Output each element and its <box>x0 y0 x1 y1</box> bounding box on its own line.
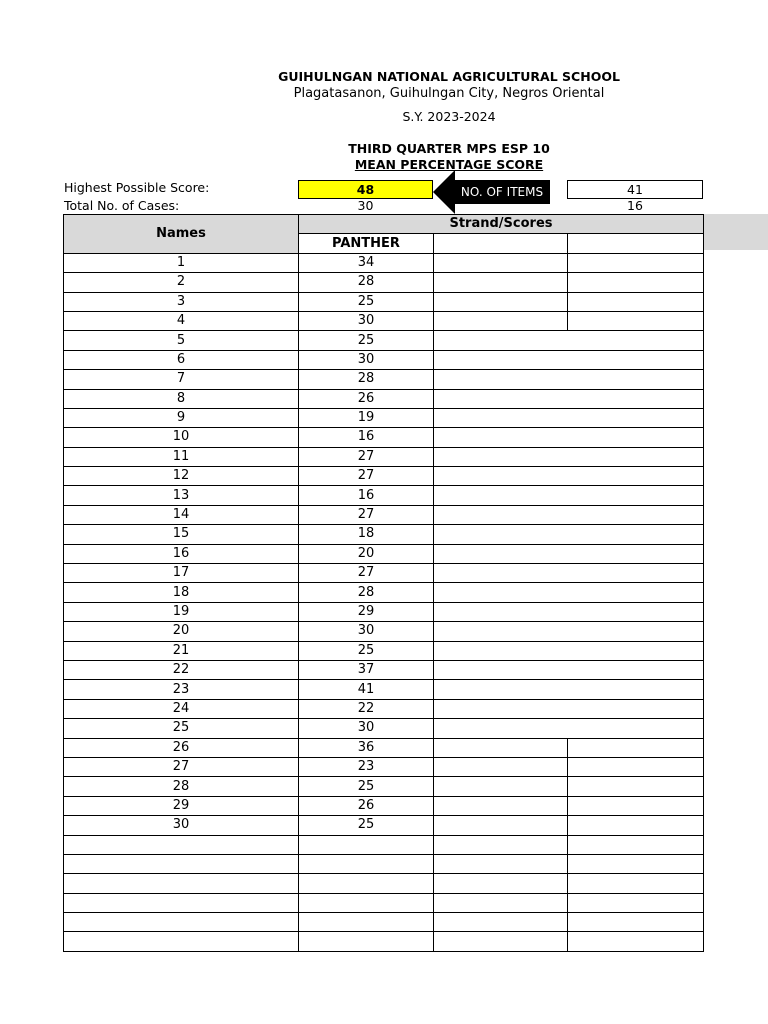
strand-cell[interactable] <box>434 719 568 738</box>
strand-cell[interactable] <box>434 816 568 835</box>
name-cell[interactable]: 17 <box>64 564 299 583</box>
name-cell[interactable]: 18 <box>64 583 299 602</box>
table-header-row <box>64 215 704 234</box>
strand-cell[interactable] <box>434 913 568 932</box>
table-row <box>64 777 704 796</box>
strand-cell[interactable] <box>568 893 704 912</box>
table-row <box>64 253 704 272</box>
table-row <box>64 273 704 292</box>
name-cell[interactable]: 8 <box>64 389 299 408</box>
name-cell[interactable]: 23 <box>64 680 299 699</box>
strand-cell[interactable] <box>568 292 704 311</box>
name-cell[interactable] <box>64 913 299 932</box>
score-cell[interactable]: 34 <box>299 253 434 272</box>
strand-scores-header: Strand/Scores <box>299 215 704 234</box>
table-row <box>64 350 704 369</box>
score-cell[interactable]: 25 <box>299 777 434 796</box>
name-cell[interactable]: 22 <box>64 660 299 679</box>
score-cell[interactable] <box>299 932 434 951</box>
strand-cell[interactable] <box>434 835 568 854</box>
table-row <box>64 467 704 486</box>
items-value-secondary[interactable]: 16 <box>627 198 643 213</box>
strand-cell[interactable] <box>568 738 704 757</box>
name-cell[interactable]: 14 <box>64 505 299 524</box>
strand-cell[interactable] <box>568 835 704 854</box>
table-row <box>64 757 704 776</box>
strand-cell[interactable] <box>568 874 704 893</box>
strand-cell[interactable] <box>434 253 568 272</box>
section-header: PANTHER <box>299 234 434 253</box>
score-cell[interactable]: 27 <box>299 467 434 486</box>
name-cell[interactable]: 6 <box>64 350 299 369</box>
score-cell[interactable] <box>299 913 434 932</box>
strand-cell[interactable] <box>434 699 568 718</box>
strand-cell[interactable] <box>434 660 568 679</box>
table-row <box>64 389 704 408</box>
strand-cell[interactable] <box>434 757 568 776</box>
strand-cell[interactable] <box>434 564 568 583</box>
strand-cell[interactable] <box>434 525 568 544</box>
strand-cell[interactable] <box>434 544 568 563</box>
strand-cell[interactable] <box>568 699 704 718</box>
strand-cell[interactable] <box>434 311 568 330</box>
strand-cell[interactable] <box>568 486 704 505</box>
strand-cell[interactable] <box>434 893 568 912</box>
score-cell[interactable]: 28 <box>299 583 434 602</box>
empty-strand-header <box>434 234 568 253</box>
strand-cell[interactable] <box>568 583 704 602</box>
strand-cell[interactable] <box>568 564 704 583</box>
table-row <box>64 544 704 563</box>
score-cell[interactable] <box>299 874 434 893</box>
score-cell[interactable]: 37 <box>299 660 434 679</box>
name-cell[interactable]: 9 <box>64 408 299 427</box>
score-cell[interactable]: 29 <box>299 602 434 621</box>
strand-cell[interactable] <box>568 719 704 738</box>
strand-cell[interactable] <box>434 273 568 292</box>
strand-cell[interactable] <box>568 525 704 544</box>
name-cell[interactable]: 12 <box>64 467 299 486</box>
score-cell[interactable]: 26 <box>299 389 434 408</box>
score-cell[interactable]: 18 <box>299 525 434 544</box>
score-cell[interactable]: 20 <box>299 544 434 563</box>
name-cell[interactable]: 10 <box>64 428 299 447</box>
score-cell[interactable]: 27 <box>299 564 434 583</box>
table-row <box>64 680 704 699</box>
strand-cell[interactable] <box>434 622 568 641</box>
score-table <box>63 214 704 952</box>
table-row <box>64 505 704 524</box>
name-cell[interactable]: 25 <box>64 719 299 738</box>
table-row <box>64 893 704 912</box>
table-row <box>64 408 704 427</box>
strand-cell[interactable] <box>568 544 704 563</box>
score-cell[interactable]: 25 <box>299 816 434 835</box>
name-cell[interactable]: 5 <box>64 331 299 350</box>
score-cell[interactable]: 26 <box>299 796 434 815</box>
strand-cell[interactable] <box>568 428 704 447</box>
score-cell[interactable] <box>299 835 434 854</box>
table-row <box>64 622 704 641</box>
table-row <box>64 932 704 951</box>
strand-cell[interactable] <box>434 796 568 815</box>
score-cell[interactable]: 16 <box>299 486 434 505</box>
strand-cell[interactable] <box>434 292 568 311</box>
name-cell[interactable] <box>64 835 299 854</box>
name-cell[interactable]: 29 <box>64 796 299 815</box>
strand-cell[interactable] <box>434 447 568 466</box>
table-row <box>64 292 704 311</box>
score-cell[interactable]: 16 <box>299 428 434 447</box>
strand-cell[interactable] <box>568 932 704 951</box>
strand-cell[interactable] <box>568 370 704 389</box>
highest-score-value[interactable]: 48 <box>298 180 433 199</box>
strand-cell[interactable] <box>434 389 568 408</box>
strand-cell[interactable] <box>568 622 704 641</box>
strand-cell[interactable] <box>568 447 704 466</box>
name-cell[interactable]: 15 <box>64 525 299 544</box>
strand-cell[interactable] <box>434 505 568 524</box>
table-row <box>64 816 704 835</box>
strand-cell[interactable] <box>568 777 704 796</box>
strand-cell[interactable] <box>568 854 704 873</box>
table-row <box>64 486 704 505</box>
score-cell[interactable]: 30 <box>299 311 434 330</box>
strand-cell[interactable] <box>434 932 568 951</box>
score-cell[interactable]: 19 <box>299 408 434 427</box>
highest-score-label: Highest Possible Score: <box>64 180 210 195</box>
school-address: Plagatasanon, Guihulngan City, Negros Oriental <box>293 86 605 101</box>
strand-cell[interactable] <box>568 816 704 835</box>
name-cell[interactable]: 3 <box>64 292 299 311</box>
score-cell[interactable]: 22 <box>299 699 434 718</box>
strand-cell[interactable] <box>434 350 568 369</box>
strand-cell[interactable] <box>568 757 704 776</box>
score-cell[interactable]: 28 <box>299 273 434 292</box>
name-cell[interactable]: 4 <box>64 311 299 330</box>
strand-cell[interactable] <box>568 331 704 350</box>
table-row <box>64 796 704 815</box>
table-row <box>64 660 704 679</box>
strand-cell[interactable] <box>434 583 568 602</box>
school-year: S.Y. 2023-2024 <box>402 109 496 124</box>
score-cell[interactable]: 41 <box>299 680 434 699</box>
names-header: Names <box>64 215 299 254</box>
report-subtitle: MEAN PERCENTAGE SCORE <box>354 157 544 172</box>
table-row <box>64 311 704 330</box>
score-cell[interactable]: 28 <box>299 370 434 389</box>
strand-cell[interactable] <box>568 408 704 427</box>
table-row <box>64 602 704 621</box>
name-cell[interactable]: 1 <box>64 253 299 272</box>
strand-cell[interactable] <box>568 641 704 660</box>
name-cell[interactable]: 26 <box>64 738 299 757</box>
score-cell[interactable]: 25 <box>299 292 434 311</box>
table-row <box>64 428 704 447</box>
name-cell[interactable] <box>64 893 299 912</box>
table-row <box>64 835 704 854</box>
strand-cell[interactable] <box>434 680 568 699</box>
name-cell[interactable]: 24 <box>64 699 299 718</box>
strand-cell[interactable] <box>568 602 704 621</box>
items-callout-label: NO. OF ITEMS <box>460 185 544 199</box>
score-cell[interactable] <box>299 893 434 912</box>
table-row <box>64 447 704 466</box>
name-cell[interactable]: 16 <box>64 544 299 563</box>
score-cell[interactable]: 36 <box>299 738 434 757</box>
strand-cell[interactable] <box>434 331 568 350</box>
report-title: THIRD QUARTER MPS ESP 10 <box>348 141 550 156</box>
name-cell[interactable]: 11 <box>64 447 299 466</box>
table-row <box>64 913 704 932</box>
name-cell[interactable]: 28 <box>64 777 299 796</box>
strand-cell[interactable] <box>434 854 568 873</box>
strand-cell[interactable] <box>434 602 568 621</box>
table-row <box>64 583 704 602</box>
name-cell[interactable]: 20 <box>64 622 299 641</box>
strand-cell[interactable] <box>568 913 704 932</box>
school-name: GUIHULNGAN NATIONAL AGRICULTURAL SCHOOL <box>278 69 620 84</box>
name-cell[interactable]: 2 <box>64 273 299 292</box>
name-cell[interactable] <box>64 932 299 951</box>
table-row <box>64 738 704 757</box>
total-cases-label: Total No. of Cases: <box>64 198 180 213</box>
name-cell[interactable]: 30 <box>64 816 299 835</box>
strand-cell[interactable] <box>434 777 568 796</box>
strand-cell[interactable] <box>434 428 568 447</box>
strand-cell[interactable] <box>434 486 568 505</box>
items-value[interactable]: 41 <box>567 180 703 199</box>
score-cell[interactable]: 30 <box>299 350 434 369</box>
score-cell[interactable]: 30 <box>299 719 434 738</box>
header-fill-extension <box>702 214 768 250</box>
strand-cell[interactable] <box>568 311 704 330</box>
name-cell[interactable]: 19 <box>64 602 299 621</box>
strand-cell[interactable] <box>434 370 568 389</box>
table-row <box>64 525 704 544</box>
table-row <box>64 874 704 893</box>
strand-cell[interactable] <box>568 680 704 699</box>
table-row <box>64 331 704 350</box>
name-cell[interactable]: 27 <box>64 757 299 776</box>
score-cell[interactable] <box>299 854 434 873</box>
name-cell[interactable]: 21 <box>64 641 299 660</box>
strand-cell[interactable] <box>434 408 568 427</box>
name-cell[interactable] <box>64 874 299 893</box>
strand-cell[interactable] <box>568 253 704 272</box>
table-row <box>64 641 704 660</box>
strand-cell[interactable] <box>568 467 704 486</box>
table-row <box>64 854 704 873</box>
score-cell[interactable]: 23 <box>299 757 434 776</box>
score-cell[interactable]: 25 <box>299 641 434 660</box>
strand-cell[interactable] <box>434 467 568 486</box>
score-cell[interactable]: 25 <box>299 331 434 350</box>
empty-strand-header <box>568 234 704 253</box>
name-cell[interactable]: 13 <box>64 486 299 505</box>
table-row <box>64 699 704 718</box>
strand-cell[interactable] <box>434 874 568 893</box>
score-cell[interactable]: 27 <box>299 447 434 466</box>
strand-cell[interactable] <box>568 273 704 292</box>
name-cell[interactable] <box>64 854 299 873</box>
strand-cell[interactable] <box>434 641 568 660</box>
strand-cell[interactable] <box>568 505 704 524</box>
strand-cell[interactable] <box>568 796 704 815</box>
strand-cell[interactable] <box>568 660 704 679</box>
strand-cell[interactable] <box>434 738 568 757</box>
score-cell[interactable]: 30 <box>299 622 434 641</box>
strand-cell[interactable] <box>568 350 704 369</box>
total-cases-value[interactable]: 30 <box>357 198 374 213</box>
table-row <box>64 370 704 389</box>
score-cell[interactable]: 27 <box>299 505 434 524</box>
strand-cell[interactable] <box>568 389 704 408</box>
table-row <box>64 564 704 583</box>
table-row <box>64 719 704 738</box>
name-cell[interactable]: 7 <box>64 370 299 389</box>
